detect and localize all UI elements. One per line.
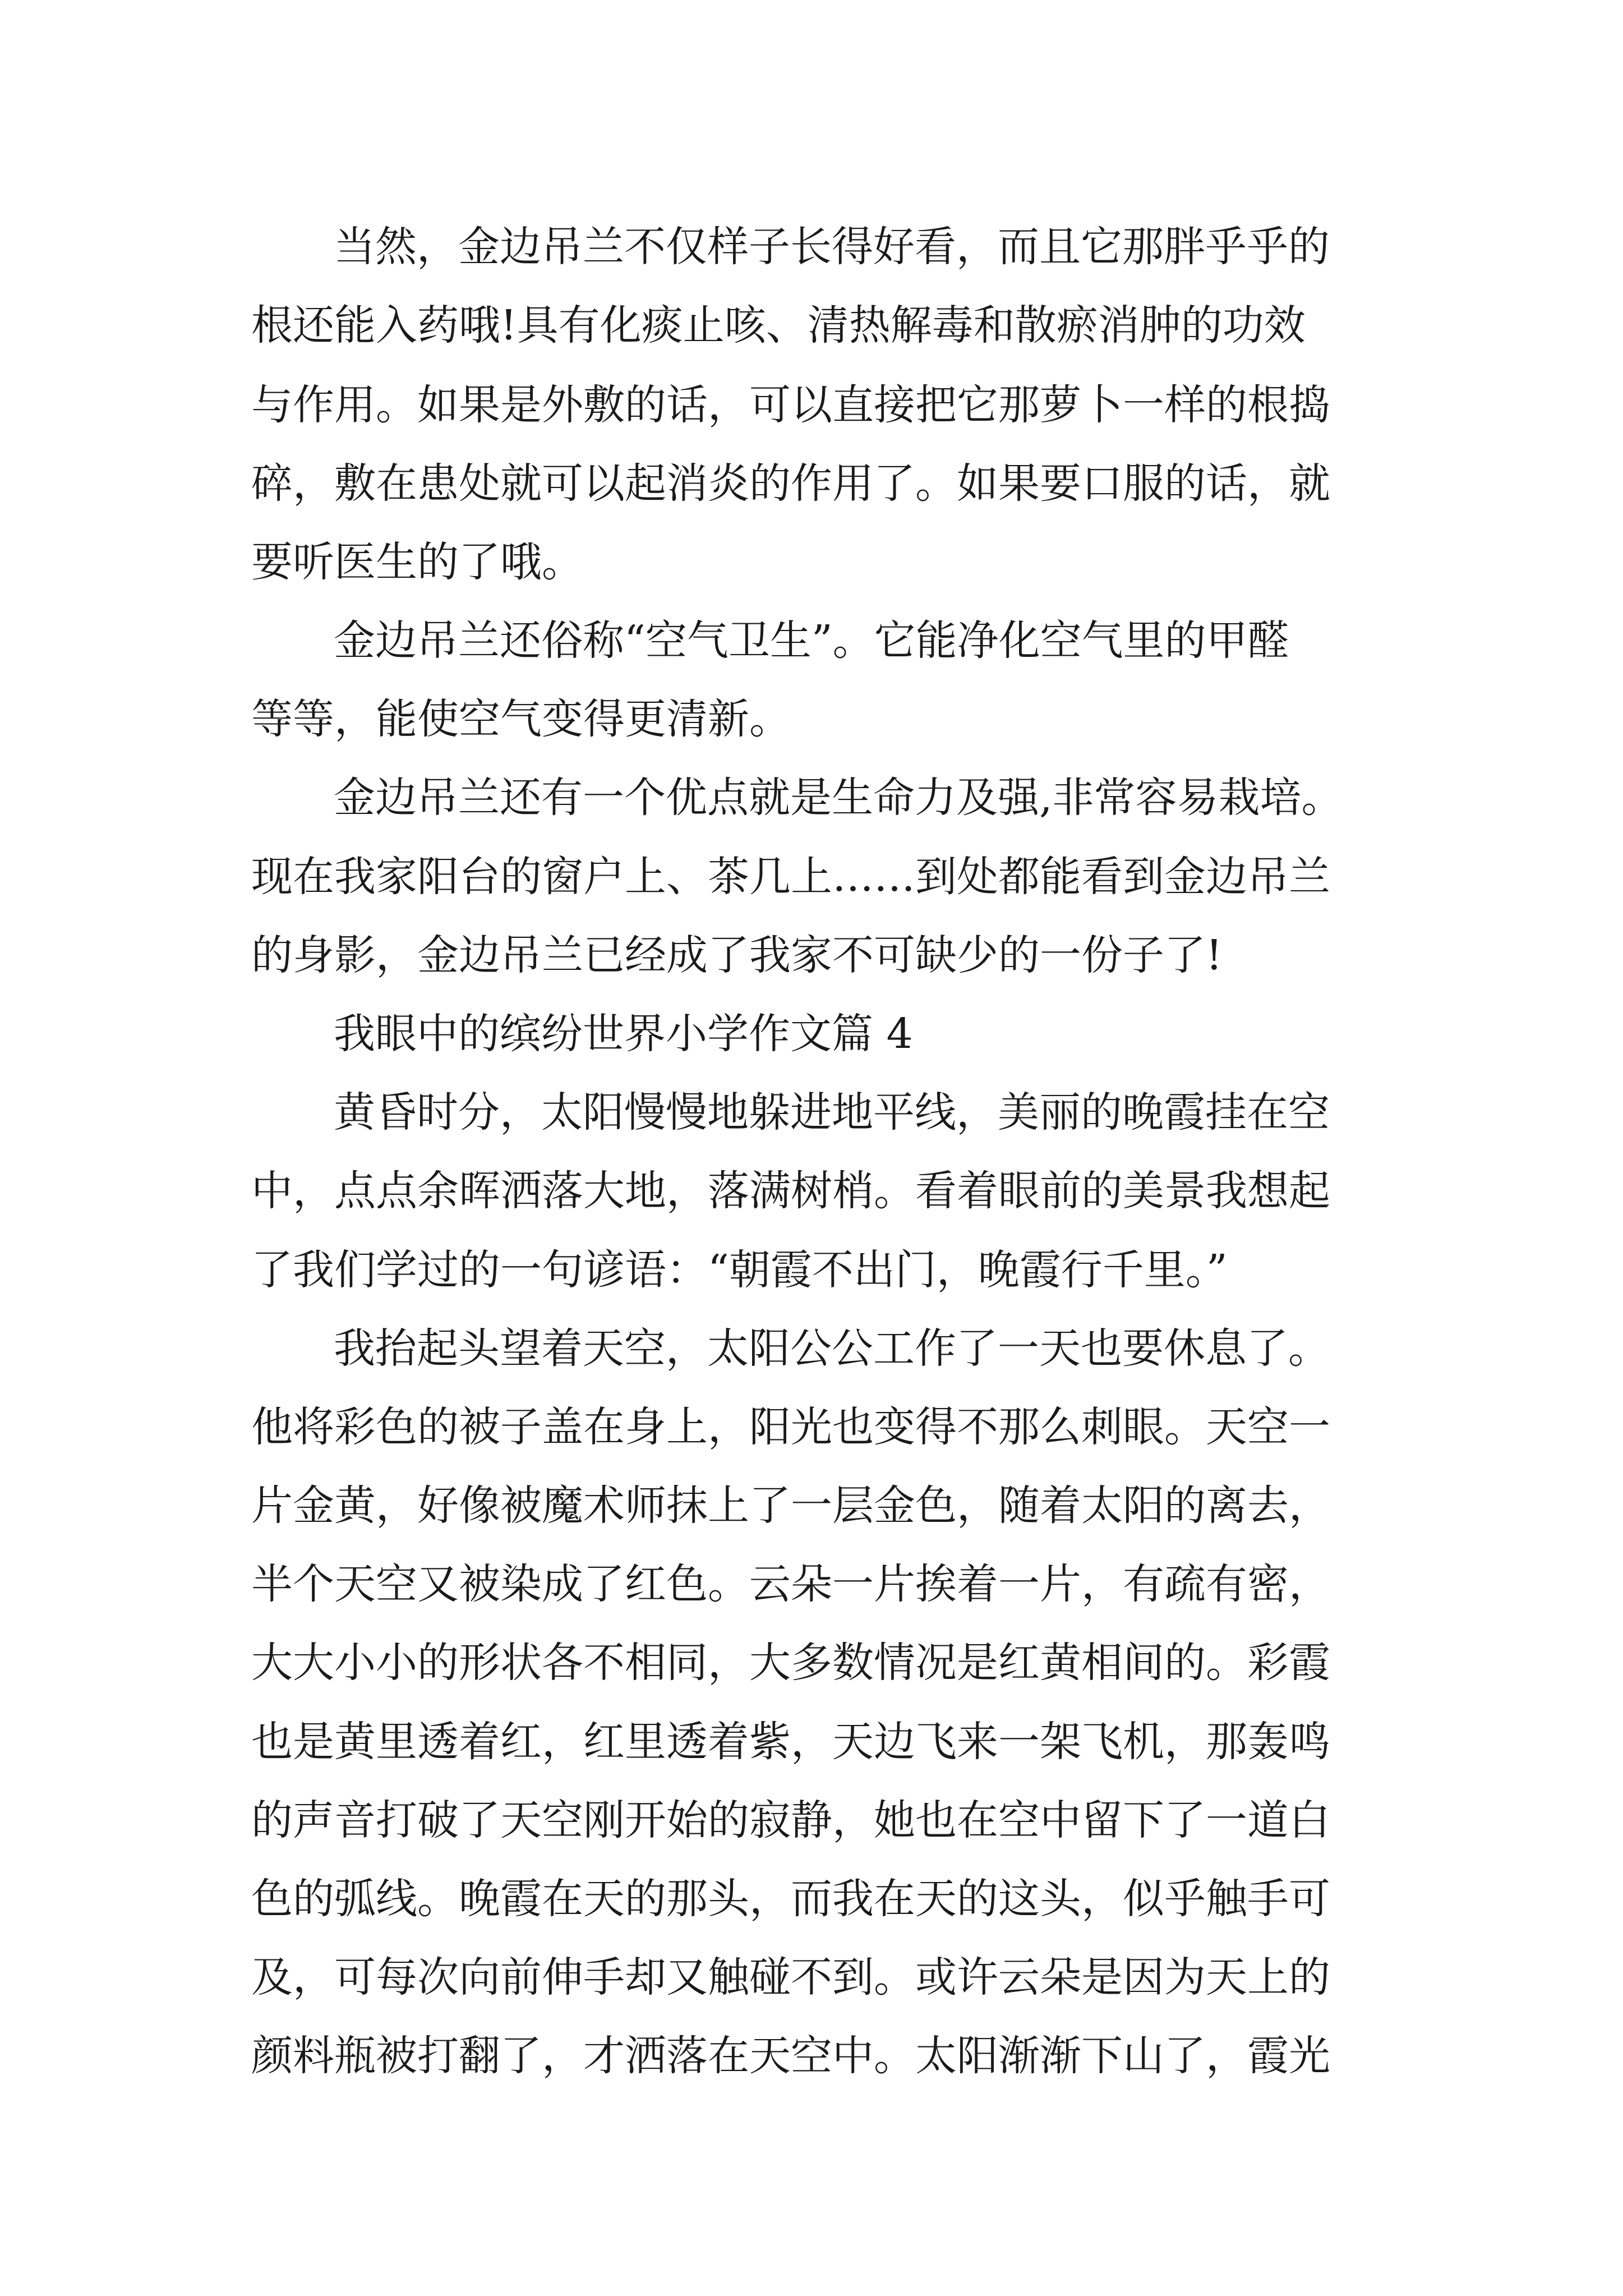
paragraph-line: 片金黄，好像被魔术师抹上了一层金色，随着太阳的离去， <box>251 1481 1330 1530</box>
paragraph-line: 当然，金边吊兰不仅样子长得好看，而且它那胖乎乎的 <box>334 223 1330 271</box>
paragraph-line: 黄昏时分，太阳慢慢地躲进地平线，美丽的晚霞挂在空 <box>334 1088 1330 1137</box>
paragraph-line: 色的弧线。晚霞在天的那头，而我在天的这头，似乎触手可 <box>251 1875 1330 1923</box>
paragraph-line: 颜料瓶被打翻了，才洒落在天空中。太阳渐渐下山了，霞光 <box>251 2032 1330 2080</box>
paragraph-line: 也是黄里透着红，红里透着紫，天边飞来一架飞机，那轰鸣 <box>251 1718 1330 1766</box>
paragraph-line: 半个天空又被染成了红色。云朵一片挨着一片，有疏有密， <box>251 1560 1330 1608</box>
paragraph-line: 现在我家阳台的窗户上、茶几上……到处都能看到金边吊兰 <box>251 853 1330 901</box>
paragraph-line: 根还能入药哦!具有化痰止咳、清热解毒和散瘀消肿的功效 <box>251 301 1306 349</box>
paragraph-line: 碎，敷在患处就可以起消炎的作用了。如果要口服的话，就 <box>251 459 1330 508</box>
paragraph-line: 中，点点余晖洒落大地，落满树梢。看着眼前的美景我想起 <box>251 1167 1330 1215</box>
paragraph-line: 的声音打破了天空刚开始的寂静，她也在空中留下了一道白 <box>251 1796 1330 1844</box>
paragraph-line: 他将彩色的被子盖在身上，阳光也变得不那么刺眼。天空一 <box>251 1403 1330 1451</box>
paragraph-line: 要听医生的了哦。 <box>251 538 583 586</box>
paragraph-line: 大大小小的形状各不相同，大多数情况是红黄相间的。彩霞 <box>251 1639 1330 1687</box>
paragraph-line: 了我们学过的一句谚语：“朝霞不出门，晚霞行千里。” <box>251 1246 1228 1294</box>
paragraph-line: 金边吊兰还俗称“空气卫生”。它能净化空气里的甲醛 <box>334 616 1289 665</box>
paragraph-line: 的身影，金边吊兰已经成了我家不可缺少的一份子了! <box>251 931 1223 979</box>
paragraph-line: 及，可每次向前伸手却又触碰不到。或许云朵是因为天上的 <box>251 1953 1330 2001</box>
paragraph-line: 等等，能使空气变得更清新。 <box>251 695 791 743</box>
paragraph-line: 与作用。如果是外敷的话，可以直接把它那萝卜一样的根捣 <box>251 381 1330 429</box>
section-heading: 我眼中的缤纷世界小学作文篇 4 <box>334 1010 913 1058</box>
paragraph-line: 金边吊兰还有一个优点就是生命力及强,非常容易栽培。 <box>334 774 1343 822</box>
paragraph-line: 我抬起头望着天空，太阳公公工作了一天也要休息了。 <box>334 1324 1330 1373</box>
